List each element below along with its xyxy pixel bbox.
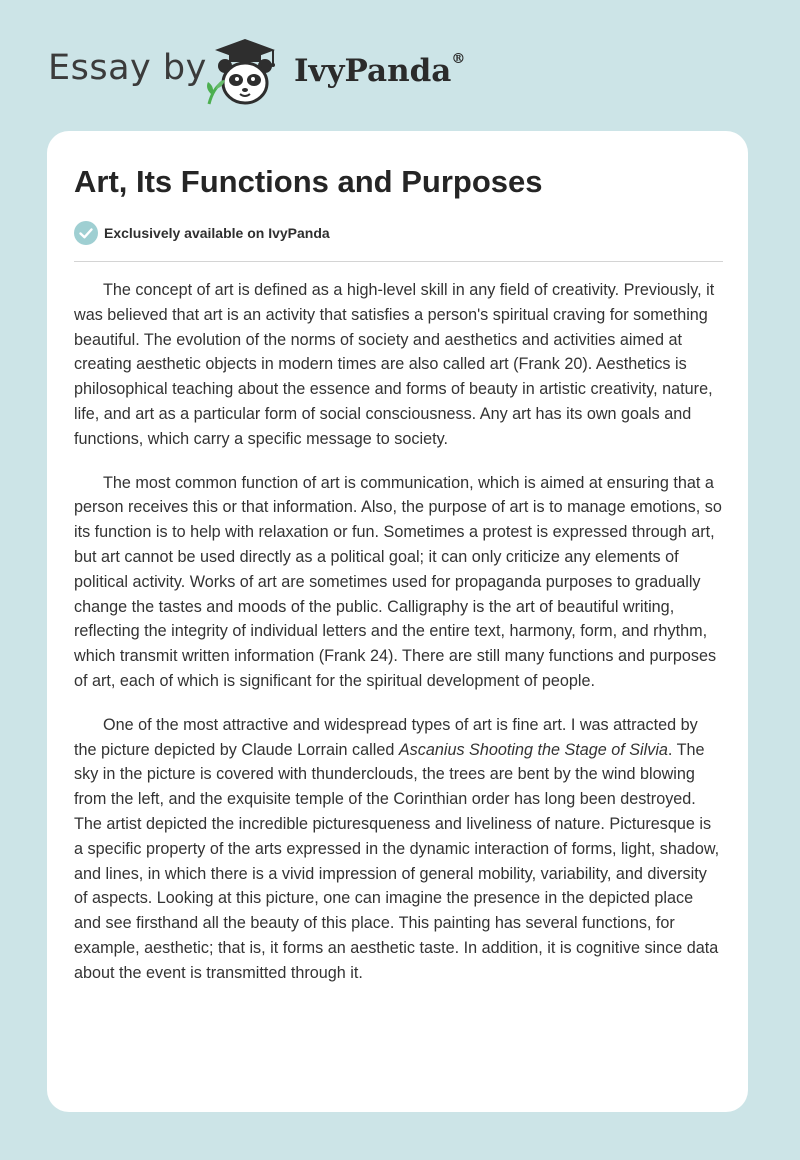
check-circle-icon	[74, 221, 98, 245]
ivypanda-logo-text[interactable]: IvyPanda®	[294, 51, 466, 89]
site-header	[0, 0, 800, 130]
exclusive-badge-label: Exclusively available on IvyPanda	[104, 225, 330, 241]
essay-card	[47, 131, 748, 1112]
page-title: Art, Its Functions and Purposes	[74, 164, 543, 199]
exclusive-badge	[74, 221, 330, 245]
ivypanda-panda-icon	[203, 36, 287, 108]
paragraph-1: The concept of art is defined as a high-level skill in any field of creativity. Previously, it was believed that art is an activity that satisfies a person's spiritual craving for something beautiful. The evolution of the norms of society and aesthetics and activities aimed at creating aesthetic objects in modern times are also called art (Frank 20). Aesthetics is philosophical teaching about the essence and forms of beauty in artistic creativity, nature, life, and art as a particular form of social consciousness. Any art has its own goals and functions, which carry a specific message to society.	[74, 281, 715, 448]
essay-by-label: Essay by	[48, 48, 207, 88]
paragraph-3: One of the most attractive and widespread types of art is fine art. I was attracted by the picture depicted by Claude Lorrain called Ascanius Shooting the Stage of Silvia. The sky in the picture is covered with thunderclouds, the trees are bent by the wind blowing from the left, and the exquisite temple of the Corinthian order has long been destroyed. The artist depicted the incredible picturesqueness and liveliness of nature. Picturesque is a specific property of the arts expressed in the dynamic interaction of forms, light, shadow, and lines, in which there is a vivid impression of general mobility, variability, and diversity of aspects. Looking at this picture, one can imagine the presence in the depicted place and see firsthand all the beauty of this place. This painting has several functions, for example, aesthetic; that is, it forms an aesthetic taste. In addition, it is cognitive since data about the event is transmitted through it.	[74, 715, 720, 982]
essay-body	[74, 278, 723, 1005]
painting-title: Ascanius Shooting the Stage of Silvia	[398, 740, 668, 759]
paragraph-2: The most common function of art is communication, which is aimed at ensuring that a person receives this or that information. Also, the purpose of art is to manage emotions, so its function is to help with relaxation or fun. Sometimes a protest is expressed through art, but art cannot be used directly as a political goal; it can only criticize any elements of political activity. Works of art are sometimes used for propaganda purposes to gradually change the tastes and moods of the public. Calligraphy is the art of beautiful writing, reflecting the integrity of individual letters and the entire text, harmony, form, and rhythm, which transmit written information (Frank 24). There are still many functions and purposes of art, each of which is significant for the spiritual development of people.	[74, 473, 722, 690]
title-divider	[74, 261, 723, 262]
